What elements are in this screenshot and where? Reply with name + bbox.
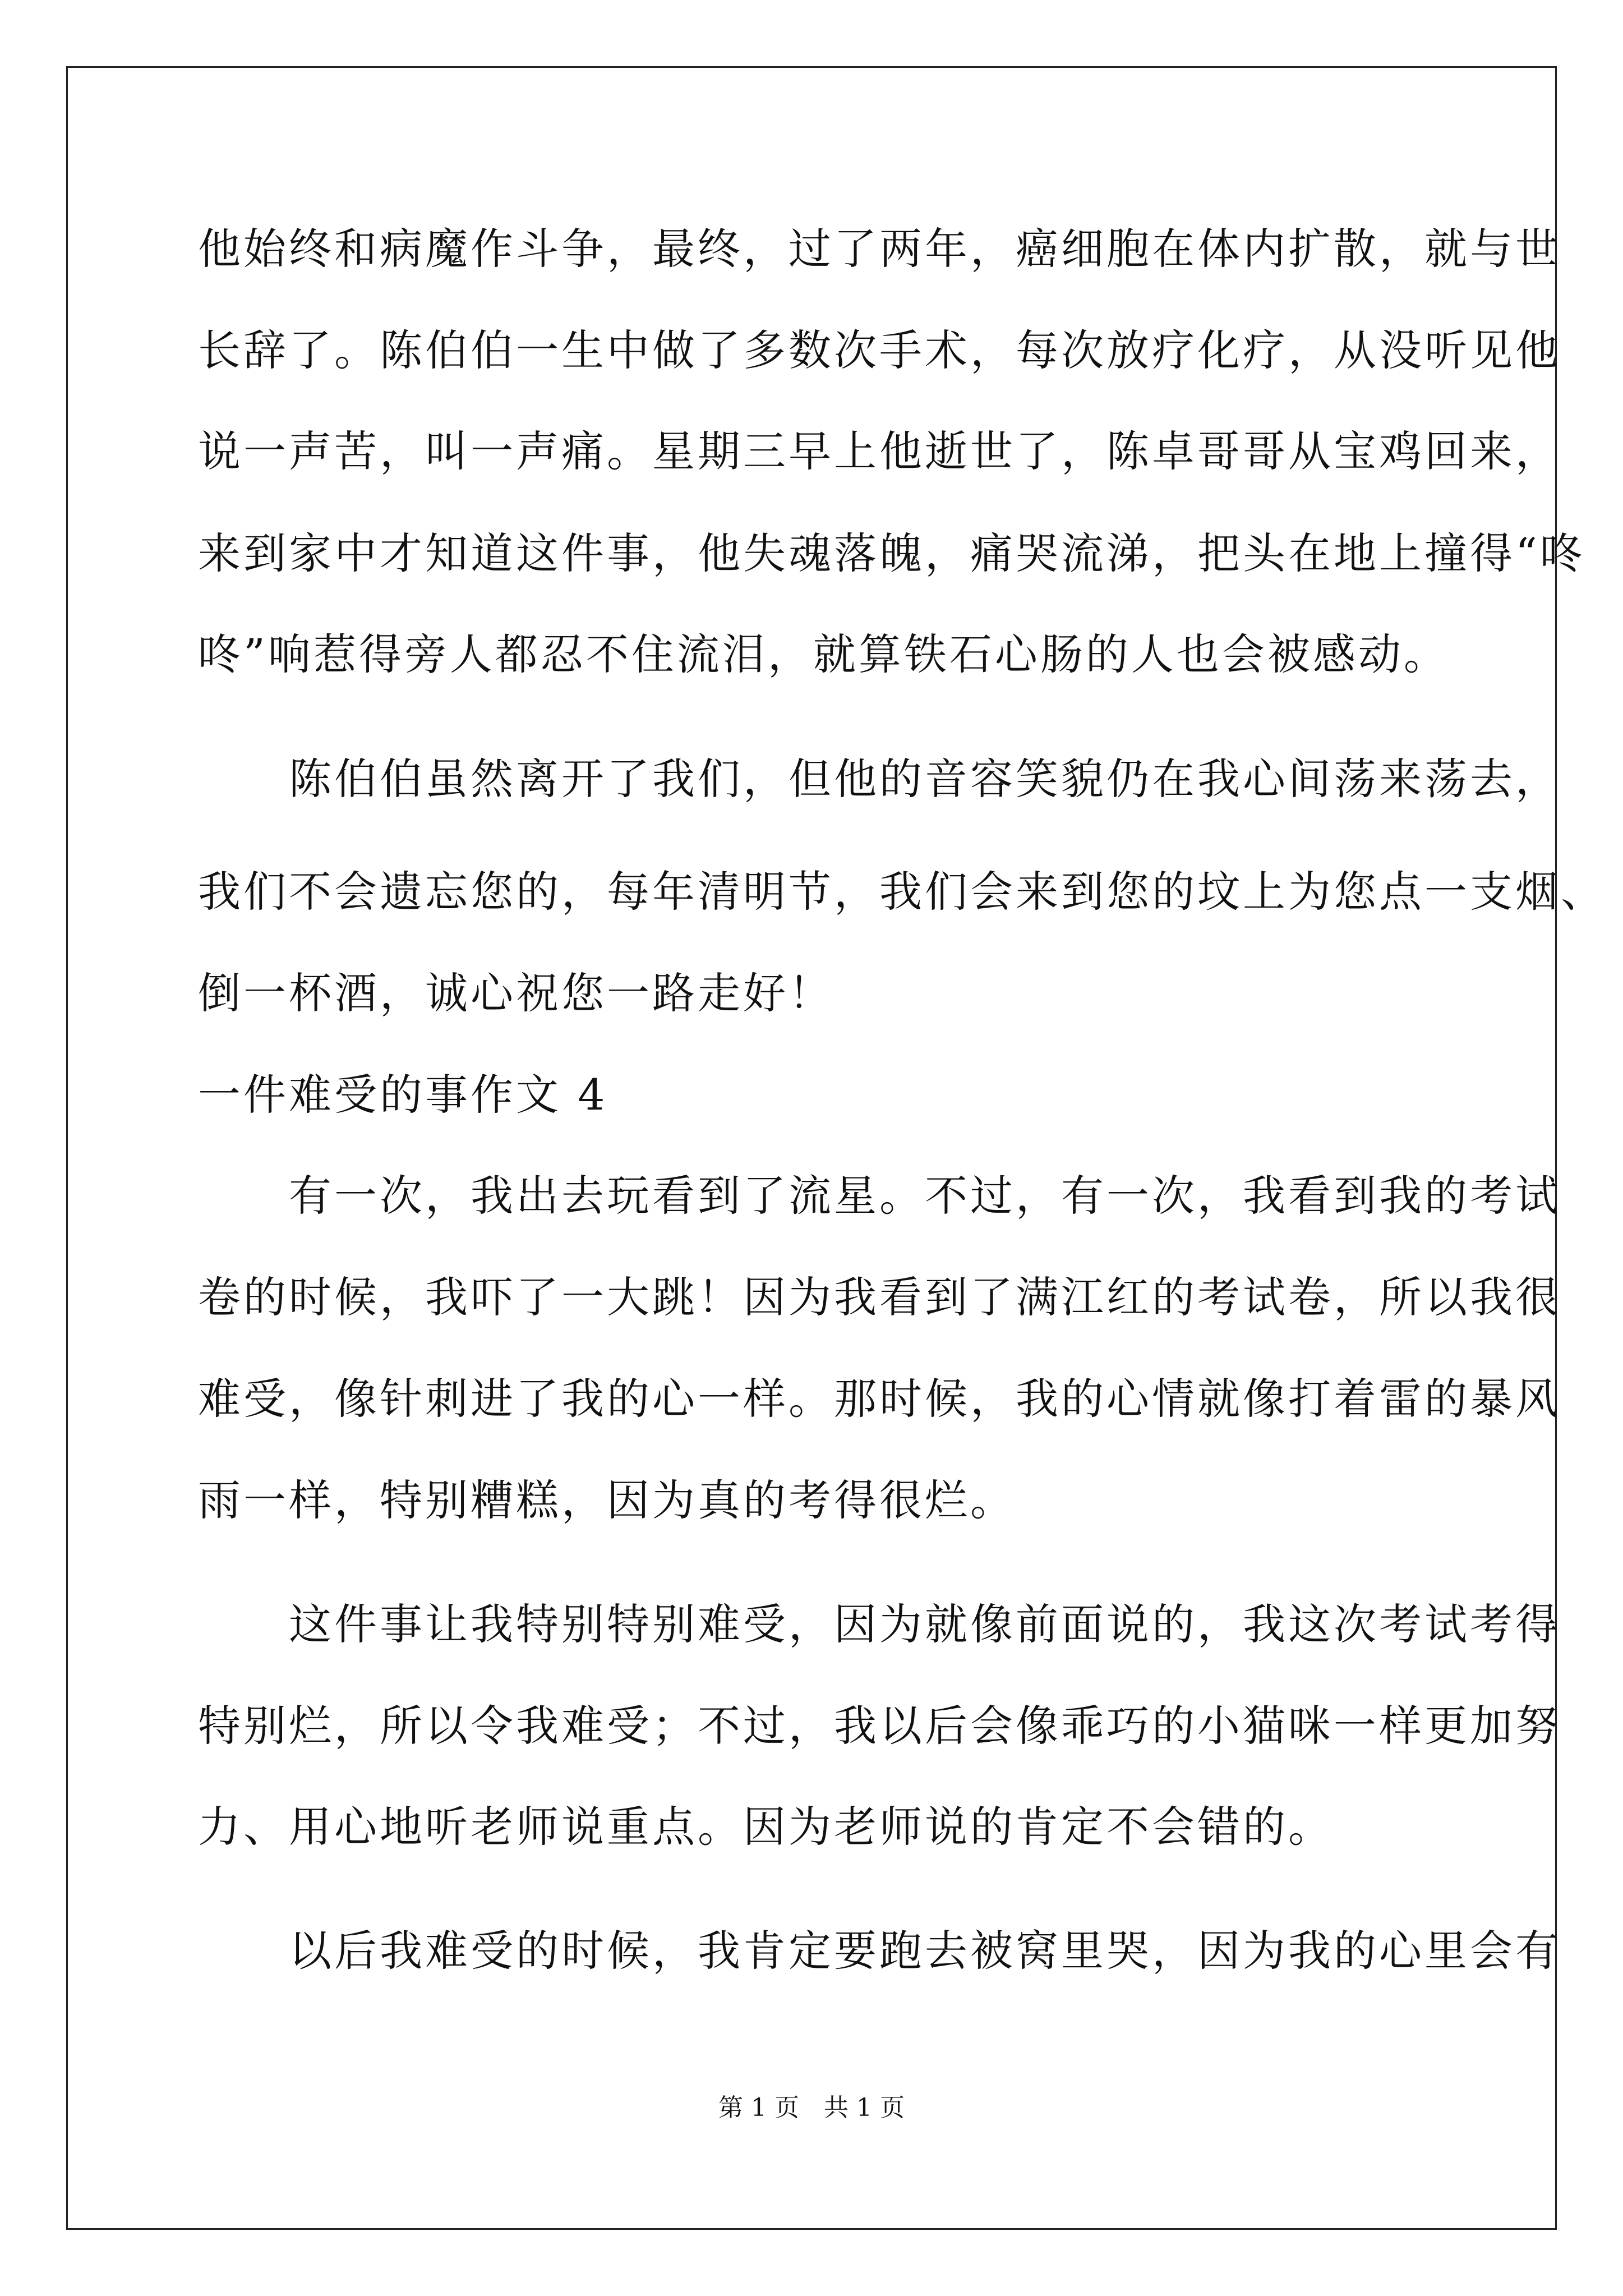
paragraph-line-15: 特别烂，所以令我难受；不过，我以后会像乖巧的小猫咪一样更加努	[198, 1701, 1561, 1751]
paragraph-line-13: 雨一样，特别糟糕，因为真的考得很烂。	[198, 1475, 1016, 1525]
paragraph-line-2: 长辞了。陈伯伯一生中做了多数次手术，每次放疗化疗，从没听见他	[198, 325, 1561, 375]
paragraph-line-6: 陈伯伯虽然离开了我们，但他的音容笑貌仍在我心间荡来荡去，	[198, 754, 1561, 804]
paragraph-line-16: 力、用心地听老师说重点。因为老师说的肯定不会错的。	[198, 1802, 1334, 1852]
paragraph-line-10: 有一次，我出去玩看到了流星。不过，有一次，我看到我的考试	[198, 1171, 1561, 1221]
paragraph-line-12: 难受，像针刺进了我的心一样。那时候，我的心情就像打着雷的暴风	[198, 1374, 1561, 1424]
paragraph-line-7: 我们不会遗忘您的，每年清明节，我们会来到您的坟上为您点一支烟、	[198, 867, 1606, 917]
paragraph-line-11: 卷的时候，我吓了一大跳！因为我看到了满江红的考试卷，所以我很	[198, 1272, 1561, 1322]
paragraph-line-8: 倒一杯酒，诚心祝您一路走好！	[198, 968, 834, 1018]
paragraph-line-5: 咚”响惹得旁人都忍不住流泪，就算铁石心肠的人也会被感动。	[198, 629, 1449, 679]
section-heading: 一件难受的事作文 4	[198, 1070, 608, 1120]
paragraph-line-14: 这件事让我特别特别难受，因为就像前面说的，我这次考试考得	[198, 1599, 1561, 1649]
paragraph-line-4: 来到家中才知道这件事，他失魂落魄，痛哭流涕，把头在地上撞得“咚	[198, 528, 1585, 578]
paragraph-line-1: 他始终和病魔作斗争，最终，过了两年，癌细胞在体内扩散，就与世	[198, 224, 1561, 274]
page-number-footer: 第 1 页 共 1 页	[718, 2093, 905, 2122]
page-border	[66, 66, 1557, 2230]
paragraph-line-17: 以后我难受的时候，我肯定要跑去被窝里哭，因为我的心里会有	[198, 1926, 1561, 1976]
paragraph-line-3: 说一声苦，叫一声痛。星期三早上他逝世了，陈卓哥哥从宝鸡回来，	[198, 426, 1561, 476]
